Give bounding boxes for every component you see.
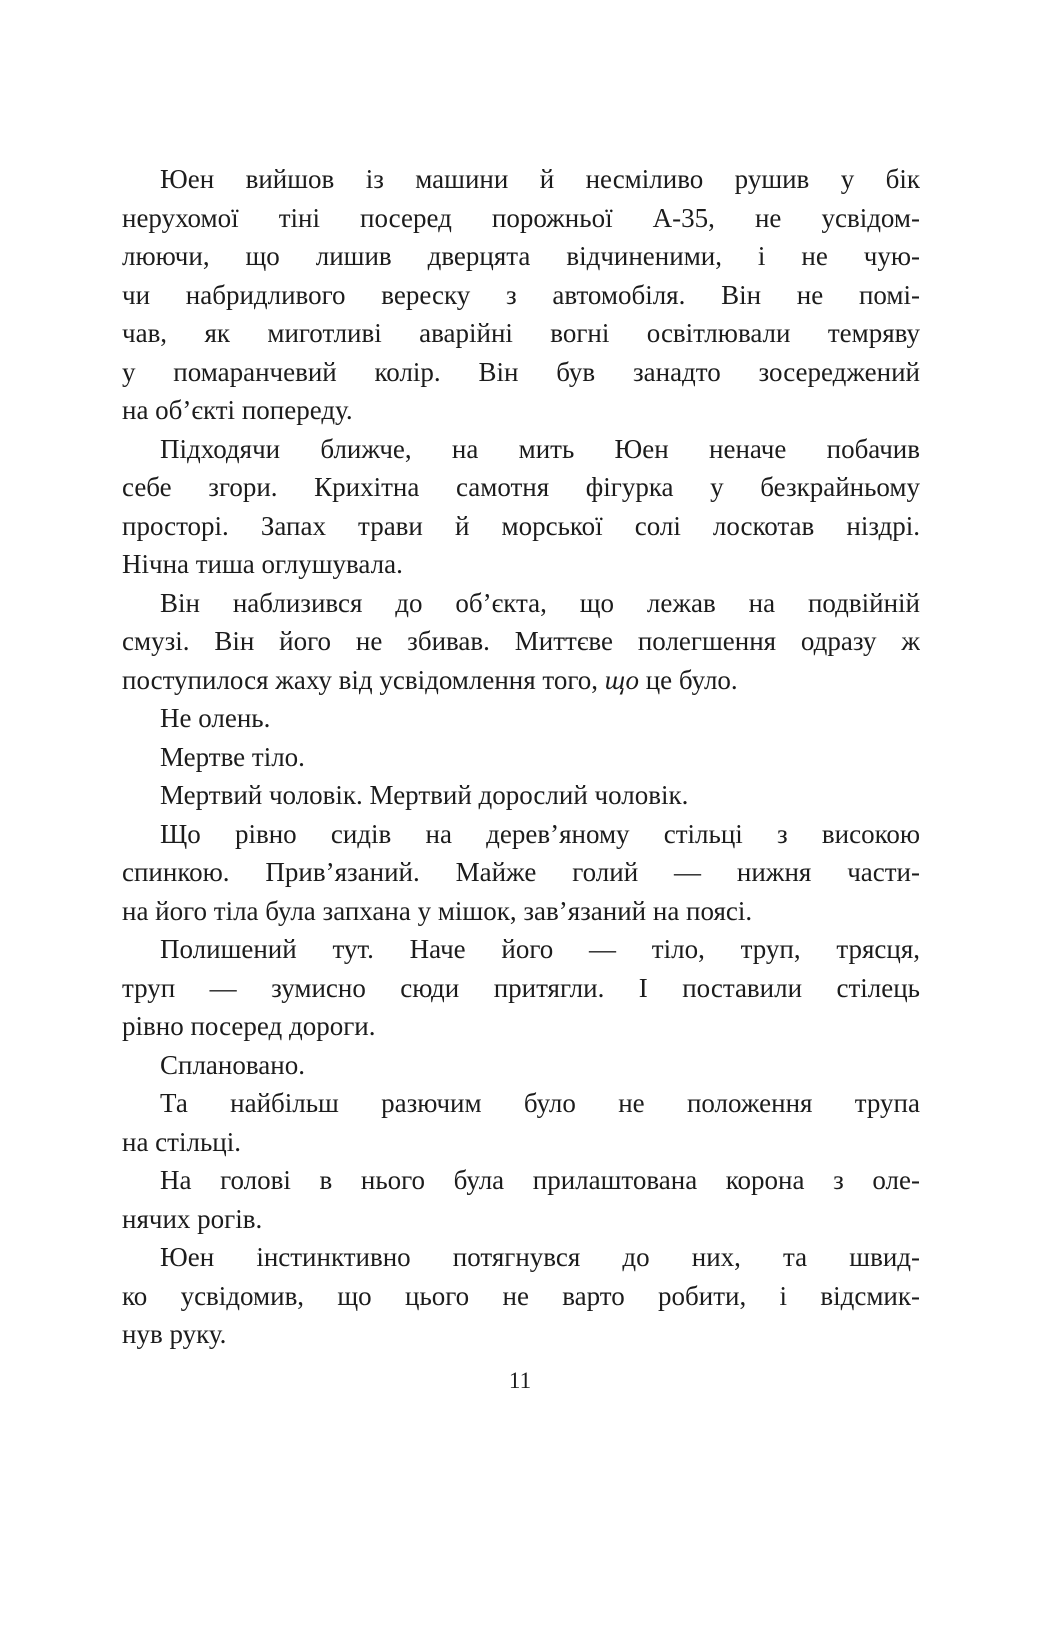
paragraph	[122, 815, 920, 931]
paragraph	[122, 1161, 920, 1238]
text-line: спинкою. Прив’язаний. Майже голий — нижня части-	[122, 857, 920, 887]
text-line	[122, 661, 920, 700]
text-line: Та найбільш разючим було не положення трупа	[160, 1088, 920, 1118]
paragraph	[122, 1084, 920, 1161]
text-line: Що рівно сидів на дерев’яному стільці з високою	[160, 818, 920, 849]
paragraph	[122, 930, 920, 1046]
text-line: нячих рогів.	[122, 1203, 263, 1234]
text-line: на об’єкті попереду.	[122, 395, 353, 425]
text-run: це було.	[638, 664, 738, 695]
italic-run: що	[604, 664, 639, 695]
text-line: Юен вийшов із машини й несміливо рушив у бік	[160, 164, 920, 194]
text-block	[122, 160, 920, 1354]
text-line: Мертвий чоловік. Мертвий дорослий чоловік.	[160, 780, 689, 810]
text-line: у помаранчевий колір. Він був занадто зосереджений	[122, 356, 920, 387]
paragraph	[122, 584, 920, 700]
paragraph	[122, 160, 920, 430]
text-line: труп — зумисно сюди притягли. І поставили стілець	[122, 972, 920, 1003]
text-line: чав, як миготливі аварійні вогні освітлювали темряву	[122, 318, 920, 348]
text-line: себе згори. Крихітна самотня фігурка у безкрайньому	[122, 472, 920, 502]
text-line: на стільці.	[122, 1126, 241, 1157]
text-line: Не олень.	[160, 703, 271, 733]
text-line: на його тіла була запхана у мішок, зав’язаний на поясі.	[122, 895, 753, 926]
text-line: люючи, що лишив дверцята відчиненими, і не чую-	[122, 241, 920, 271]
text-line: Сплановано.	[160, 1049, 305, 1080]
paragraph	[122, 430, 920, 584]
text-line: рівно посеред дороги.	[122, 1011, 376, 1041]
text-line: Підходячи ближче, на мить Юен неначе побачив	[160, 433, 920, 464]
text-line: Юен інстинктивно потягнувся до них, та швид-	[160, 1242, 920, 1272]
text-line: ко усвідомив, що цього не варто робити, і відсмик-	[122, 1280, 920, 1311]
paragraph	[122, 1046, 920, 1085]
text-line: нув руку.	[122, 1319, 227, 1349]
text-line: Нічна тиша оглушувала.	[122, 549, 403, 579]
text-line: нерухомої тіні посеред порожньої А-35, не усвідом-	[122, 202, 920, 233]
text-line: смузі. Він його не збивав. Миттєве полегшення одразу ж	[122, 626, 920, 656]
paragraph	[122, 776, 920, 815]
paragraph	[122, 738, 920, 777]
text-run: поступилося жаху від усвідомлення того,	[122, 664, 605, 695]
text-line: просторі. Запах трави й морської солі лоскотав ніздрі.	[122, 510, 920, 541]
text-line: Він наблизився до об’єкта, що лежав на подвійній	[160, 587, 920, 618]
text-line: чи набридливого вереску з автомобіля. Він не помі-	[122, 279, 920, 310]
text-line: На голові в нього була прилаштована корона з оле-	[160, 1165, 920, 1195]
paragraph	[122, 699, 920, 738]
paragraph	[122, 1238, 920, 1354]
page-number: 11	[508, 1368, 532, 1393]
text-line: Полишений тут. Наче його — тіло, труп, трясця,	[160, 934, 920, 964]
text-line: Мертве тіло.	[160, 741, 305, 772]
